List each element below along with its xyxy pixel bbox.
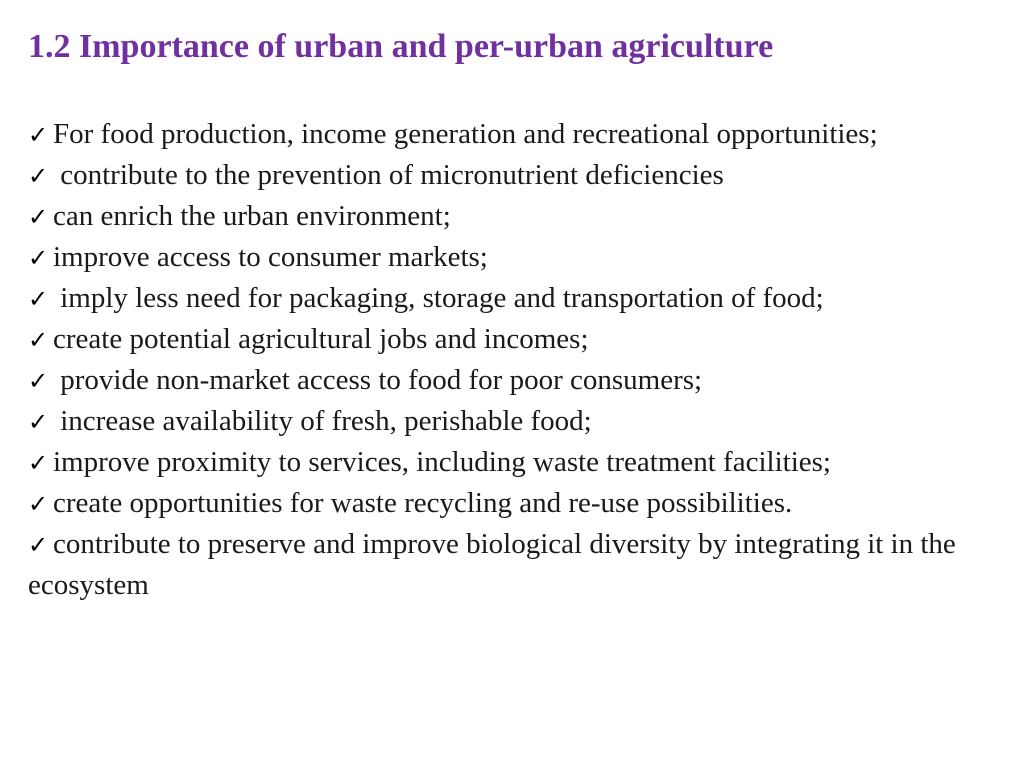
check-icon: ✓ (28, 490, 49, 518)
bullet-item (28, 278, 996, 319)
check-icon: ✓ (28, 121, 49, 149)
bullet-item (28, 237, 996, 278)
check-icon: ✓ (28, 244, 49, 272)
bullet-item (28, 114, 996, 155)
bullet-text: For food production, income generation and recreational opportunities; (53, 118, 878, 150)
bullet-text: provide non-market access to food for poor consumers; (53, 364, 703, 396)
bullet-item (28, 442, 996, 483)
bullet-text: contribute to preserve and improve biological diversity by integrating it in the ecosystem (28, 528, 964, 601)
check-icon: ✓ (28, 531, 49, 559)
bullet-text: create opportunities for waste recycling and re-use possibilities. (53, 487, 793, 519)
bullet-text: increase availability of fresh, perishable food; (53, 405, 592, 437)
bullet-item (28, 360, 996, 401)
check-icon: ✓ (28, 449, 49, 477)
bullet-text: create potential agricultural jobs and incomes; (53, 323, 589, 355)
bullet-item (28, 483, 996, 524)
bullet-text: contribute to the prevention of micronutrient deficiencies (53, 159, 724, 191)
check-icon: ✓ (28, 162, 49, 190)
check-icon: ✓ (28, 408, 49, 436)
check-icon: ✓ (28, 203, 49, 231)
check-icon: ✓ (28, 326, 49, 354)
bullet-item (28, 155, 996, 196)
check-icon: ✓ (28, 285, 49, 313)
bullet-text: can enrich the urban environment; (53, 200, 451, 232)
bullet-item (28, 319, 996, 360)
bullet-item (28, 524, 996, 606)
bullet-item (28, 196, 996, 237)
bullet-list (28, 114, 996, 606)
bullet-text: improve access to consumer markets; (53, 241, 488, 273)
bullet-text: imply less need for packaging, storage and transportation of food; (53, 282, 824, 314)
bullet-text: improve proximity to services, including waste treatment facilities; (53, 446, 831, 478)
bullet-item (28, 401, 996, 442)
slide-title: 1.2 Importance of urban and per-urban agriculture (28, 28, 774, 65)
check-icon: ✓ (28, 367, 49, 395)
